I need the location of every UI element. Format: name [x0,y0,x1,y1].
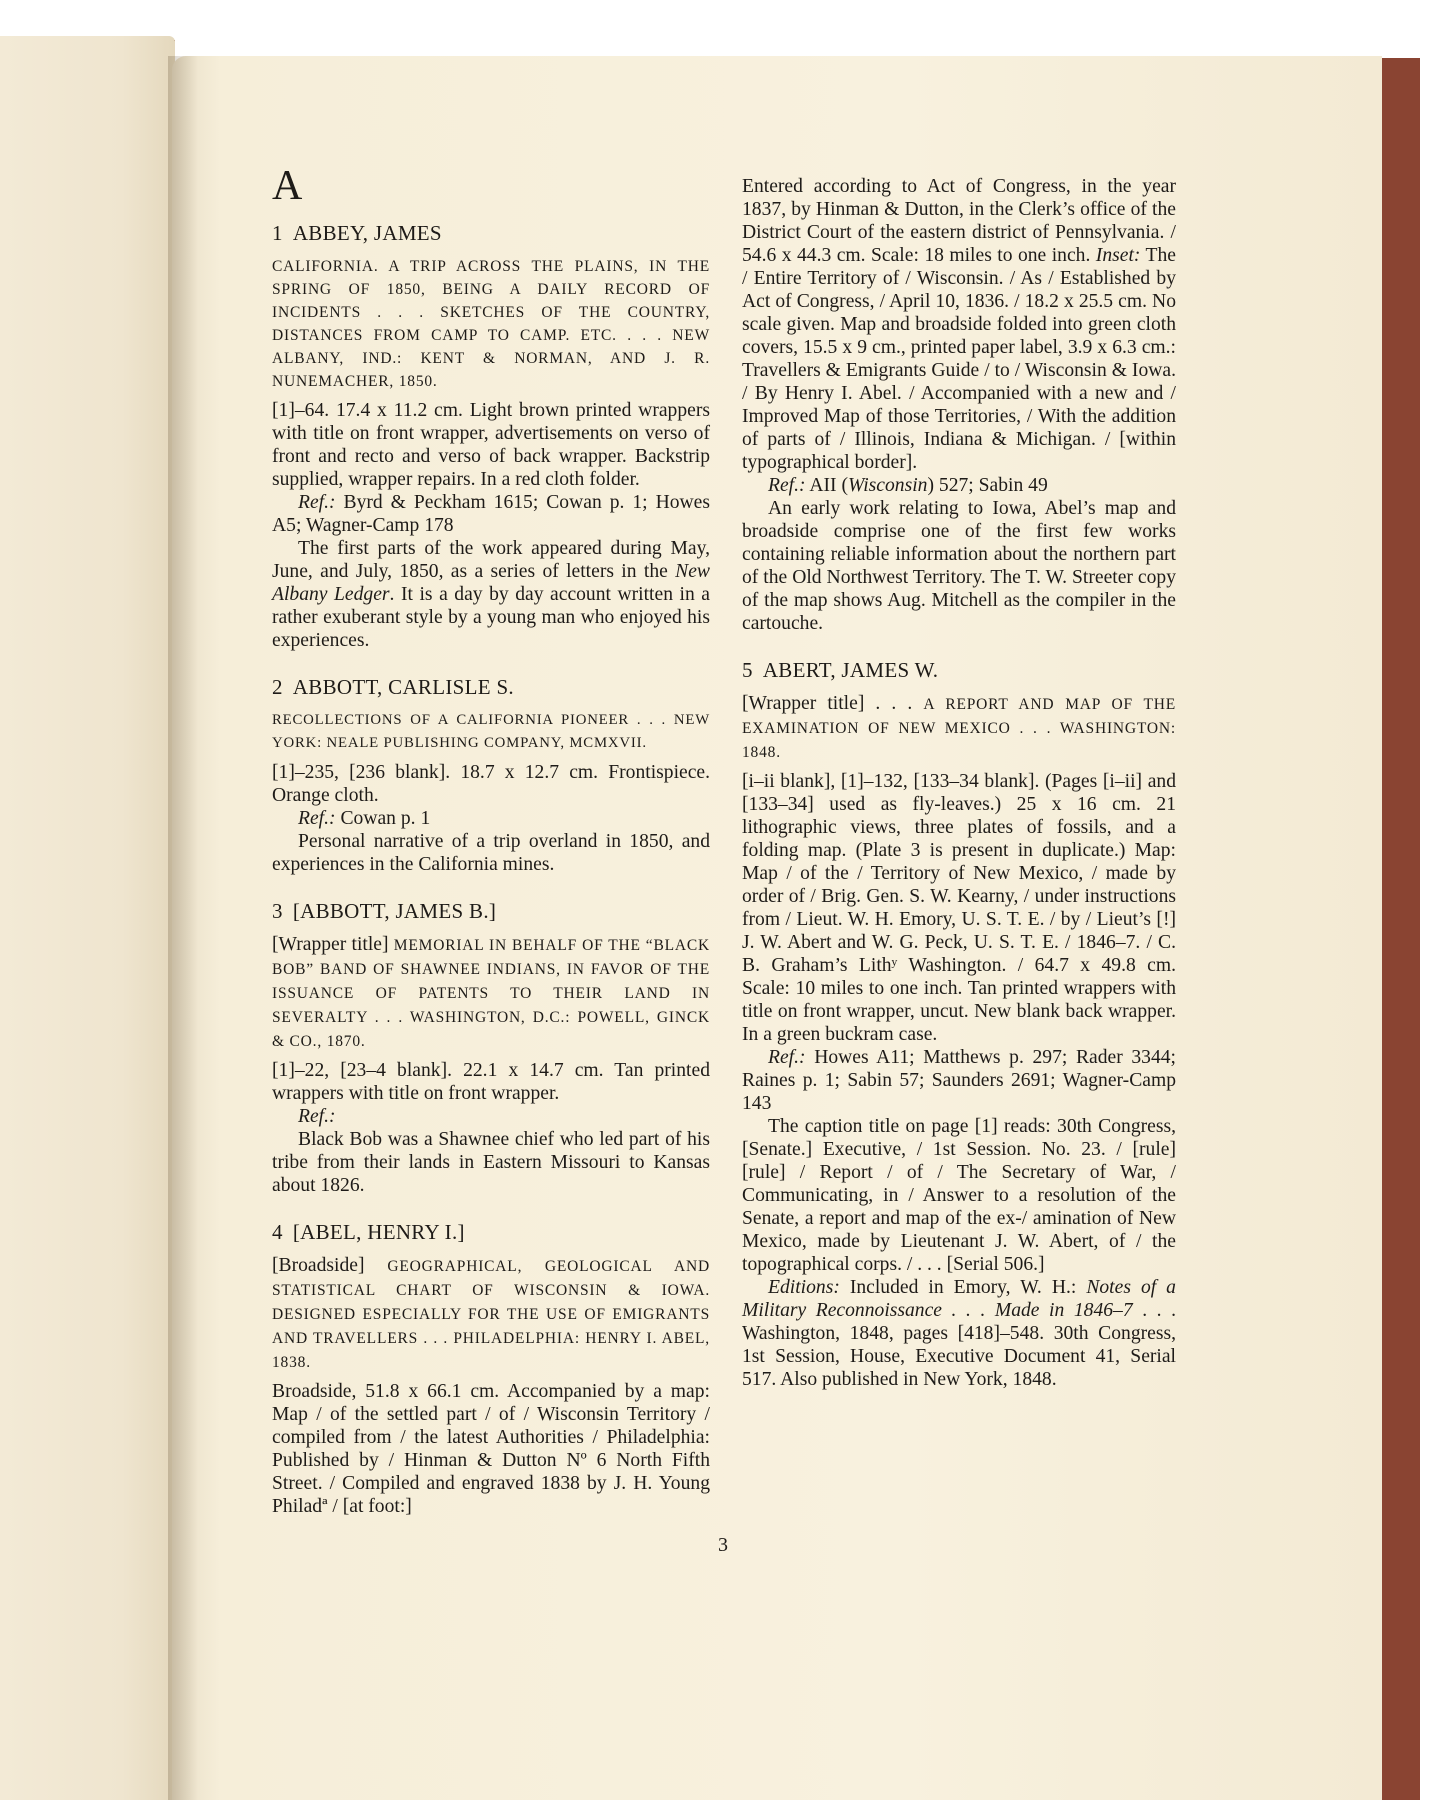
entry-title: RECOLLECTIONS OF A CALIFORNIA PIONEER . . . NEW YORK: NEALE PUBLISHING COMPANY, MCMXVII. [272,712,710,751]
entry-heading [742,659,1176,682]
right-column [742,175,1176,1415]
entry-collation: [1]–235, [236 blank]. 18.7 x 12.7 cm. Frontispiece. Orange cloth. [272,762,710,806]
entry-note: The caption title on page [1] reads: 30th Congress, [Senate.] Executive, / 1st Session. No. 23. / [rule] [rule] / Report / of / The Secretary of War, / Communicating, in / Answer to a resolution of the Senate, a report and map of the ex-/ amination of New Mexico, made by Lieutenant J. W. Abert, of / the topographical corps. / . . . [Serial 506.] [742,1116,1176,1275]
entry-references: Ref.: AII (Wisconsin) 527; Sabin 49 [768,475,1048,496]
left-column [272,218,710,1542]
entry-collation-continued: Entered according to Act of Congress, in the year 1837, by Hinman & Dutton, in the Clerk’s office of the District Court of the eastern district of Pennsylvania. / 54.6 x 44.3 cm. Scale: 18 miles to one inch. Inset: The / Entire Territory of / Wisconsin. / As / Established by Act of Congress, / April 10, 1836. / 18.2 x 25.5 cm. No scale given. Map and broadside folded into green cloth covers, 15.5 x 9 cm., printed paper label, 3.9 x 6.3 cm.: Travellers & Emigrants Guide / to / Wisconsin & Iowa. / By Henry I. Abel. / Accompanied with a new and / Improved Map of those Territories, / With the addition of parts of / Illinois, Indiana & Michigan. / [within typographical border]. [742,176,1176,473]
entry-note: The first parts of the work appeared during May, June, and July, 1850, as a series of letters in the New Albany Ledger. It is a day by day account written in a rather exuberant style by a young man who enjoyed his experiences. [272,538,711,651]
entry-number: 1 [272,221,283,245]
entry-title-block: [Wrapper title] . . . A REPORT AND MAP OF THE EXAMINATION OF NEW MEXICO . . . WASHINGTON: 1848. [742,693,1176,761]
entry-collation: [i–ii blank], [1]–132, [133–34 blank]. (Pages [i–ii] and [133–34] used as fly-leaves.) 25 x 16 cm. 21 lithographic views, three plates of fossils, and a folding map. (Plate 3 is present in duplicate.) Map: Map / of the / Territory of New Mexico, / made by order of / Brig. Gen. S. W. Kearny, / under instructions from / Lieut. W. H. Emory, U. S. T. E. / by / Lieut’s [!] J. W. Abert and W. G. Peck, U. S. T. E. / 1846–7. / C. B. Graham’s Lithʸ Washington. / 64.7 x 49.8 cm. Scale: 10 miles to one inch. Tan printed wrappers with title on front wrapper, uncut. New blank back wrapper. In a green buckram case. [742,771,1176,1045]
section-letter: A [272,163,303,209]
entry-collation: Broadside, 51.8 x 66.1 cm. Accompanied by a map: Map / of the settled part / of / Wisconsin Territory / compiled from / the latest Authorities / Philadelphia: Published by / Hinman & Dutton Nº 6 North Fifth Street. / Compiled and engraved 1838 by J. H. Young Philadª / [at foot:] [272,1381,710,1517]
left-page [0,36,175,1800]
entry-author: ABBEY, JAMES [292,221,442,245]
entry-references: Ref.: Cowan p. 1 [298,808,431,829]
gutter-shadow [168,56,198,1800]
entry-5 [742,659,1176,1391]
entry-heading [272,1221,710,1244]
entry-number: 2 [272,675,283,699]
entry-heading [272,900,710,923]
entry-collation: [1]–64. 17.4 x 11.2 cm. Light brown printed wrappers with title on front wrapper, advertisements on verso of front and recto and verso of back wrapper. Backstrip supplied, wrapper repairs. In a red cloth folder. [272,400,710,490]
entry-number: 3 [272,899,283,923]
entry-heading [272,222,710,245]
entry-note: Personal narrative of a trip overland in 1850, and experiences in the California mines. [272,831,710,875]
entry-note: An early work relating to Iowa, Abel’s map and broadside comprise one of the first few works containing reliable information about the northern part of the Old Northwest Territory. The T. W. Streeter copy of the map shows Aug. Mitchell as the compiler in the cartouche. [742,498,1176,634]
entry-number: 5 [742,658,753,682]
entry-author: ABBOTT, CARLISLE S. [292,675,514,699]
entry-author: [ABBOTT, JAMES B.] [292,899,497,923]
book-cover-right [1380,58,1420,1800]
entry-title-block: [Wrapper title] MEMORIAL IN BEHALF OF THE “BLACK BOB” BAND OF SHAWNEE INDIANS, IN FAVOR OF THE ISSUANCE OF PATENTS TO THEIR LAND IN SEVERALTY . . . WASHINGTON, D.C.: POWELL, GINCK & CO., 1870. [272,934,710,1050]
page-number: 3 [718,1534,728,1556]
entry-3 [272,900,710,1197]
entry-title: CALIFORNIA. A TRIP ACROSS THE PLAINS, IN THE SPRING OF 1850, BEING A DAILY RECORD OF INCIDENTS . . . SKETCHES OF THE COUNTRY, DISTANCES FROM CAMP TO CAMP. ETC. . . . NEW ALBANY, IND.: KENT & NORMAN, AND J. R. NUNEMACHER, 1850. [272,258,710,390]
entry-number: 4 [272,1220,283,1244]
entry-references: Ref.: Howes A11; Matthews p. 297; Rader 3344; Raines p. 1; Sabin 57; Saunders 2691; Wagner-Camp 143 [742,1047,1176,1114]
entry-author: ABERT, JAMES W. [762,658,939,682]
entry-author: [ABEL, HENRY I.] [292,1220,465,1244]
entry-collation: [1]–22, [23–4 blank]. 22.1 x 14.7 cm. Tan printed wrappers with title on front wrapper. [272,1060,710,1104]
entry-references: Ref.: [298,1106,336,1127]
entry-4-continued [742,175,1176,635]
entry-4 [272,1221,710,1518]
entry-editions: Editions: Included in Emory, W. H.: Notes of a Military Reconnoissance . . . Made in 1846–7 . . . Washington, 1848, pages [418]–548. 30th Congress, 1st Session, House, Executive Document 41, Serial 517. Also published in New York, 1848. [742,1277,1176,1390]
entry-title-block: [Broadside] GEOGRAPHICAL, GEOLOGICAL AND STATISTICAL CHART OF WISCONSIN & IOWA. DESIGNED ESPECIALLY FOR THE USE OF EMIGRANTS AND TRAVELLERS . . . PHILADELPHIA: HENRY I. ABEL, 1838. [272,1255,710,1371]
entry-2 [272,676,710,876]
entry-references: Ref.: Byrd & Peckham 1615; Cowan p. 1; Howes A5; Wagner-Camp 178 [272,492,710,536]
entry-heading [272,676,710,699]
entry-1 [272,222,710,652]
entry-note: Black Bob was a Shawnee chief who led part of his tribe from their lands in Eastern Missouri to Kansas about 1826. [272,1129,710,1196]
